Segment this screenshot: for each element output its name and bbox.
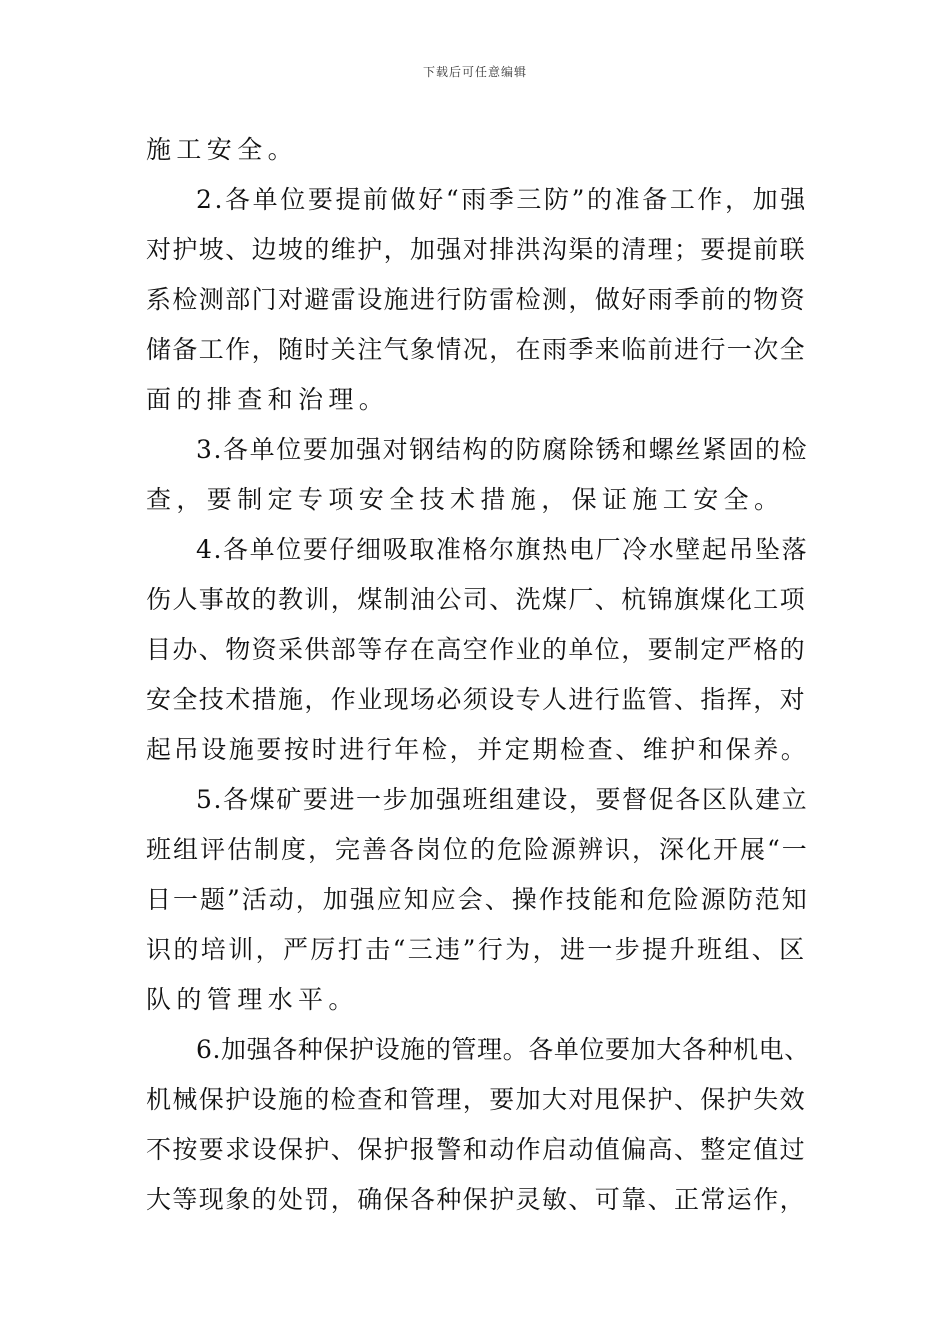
text-line: 目办、物资采供部等存在高空作业的单位，要制定严格的 (146, 635, 807, 664)
text-line: 起吊设施要按时进行年检，并定期检查、维护和保养。 (146, 735, 809, 764)
text-line: 施工安全。 (146, 135, 299, 164)
paragraph-5-start: 5.各煤矿要进一步加强班组建设，要督促各区队建立 (196, 785, 809, 814)
paragraph-3-start: 3.各单位要加强对钢结构的防腐除锈和螺丝紧固的检 (196, 435, 809, 464)
page-header: 下载后可任意编辑 (422, 65, 527, 79)
text-line: 识的培训，严厉打击“三违”行为，进一步提升班组、区 (146, 935, 807, 964)
text-line: 机械保护设施的检查和管理，要加大对甩保护、保护失效 (146, 1085, 807, 1114)
text-line: 对护坡、边坡的维护，加强对排洪沟渠的清理；要提前联 (146, 235, 807, 264)
text-line: 不按要求设保护、保护报警和动作启动值偏高、整定值过 (146, 1135, 807, 1164)
paragraph-4-start: 4.各单位要仔细吸取准格尔旗热电厂冷水壁起吊坠落 (196, 535, 809, 564)
text-line: 安全技术措施，作业现场必须设专人进行监管、指挥，对 (146, 685, 807, 714)
text-line: 大等现象的处罚，确保各种保护灵敏、可靠、正常运作， (146, 1185, 807, 1214)
paragraph-6-start: 6.加强各种保护设施的管理。各单位要加大各种机电、 (196, 1035, 810, 1064)
text-line: 面的排查和治理。 (146, 385, 390, 414)
document-body (146, 125, 810, 1225)
text-line: 查，要制定专项安全技术措施，保证施工安全。 (146, 485, 785, 514)
text-line: 储备工作，随时关注气象情况，在雨季来临前进行一次全 (146, 335, 807, 364)
text-line: 班组评估制度，完善各岗位的危险源辨识，深化开展“一 (146, 835, 809, 864)
text-line: 伤人事故的教训，煤制油公司、洗煤厂、杭锦旗煤化工项 (146, 585, 807, 614)
paragraph-2-start: 2.各单位要提前做好“雨季三防”的准备工作，加强 (196, 185, 808, 214)
text-line: 队的管理水平。 (146, 985, 359, 1014)
text-line: 日一题”活动，加强应知应会、操作技能和危险源防范知 (146, 885, 809, 914)
text-line: 系检测部门对避雷设施进行防雷检测，做好雨季前的物资 (146, 285, 807, 314)
